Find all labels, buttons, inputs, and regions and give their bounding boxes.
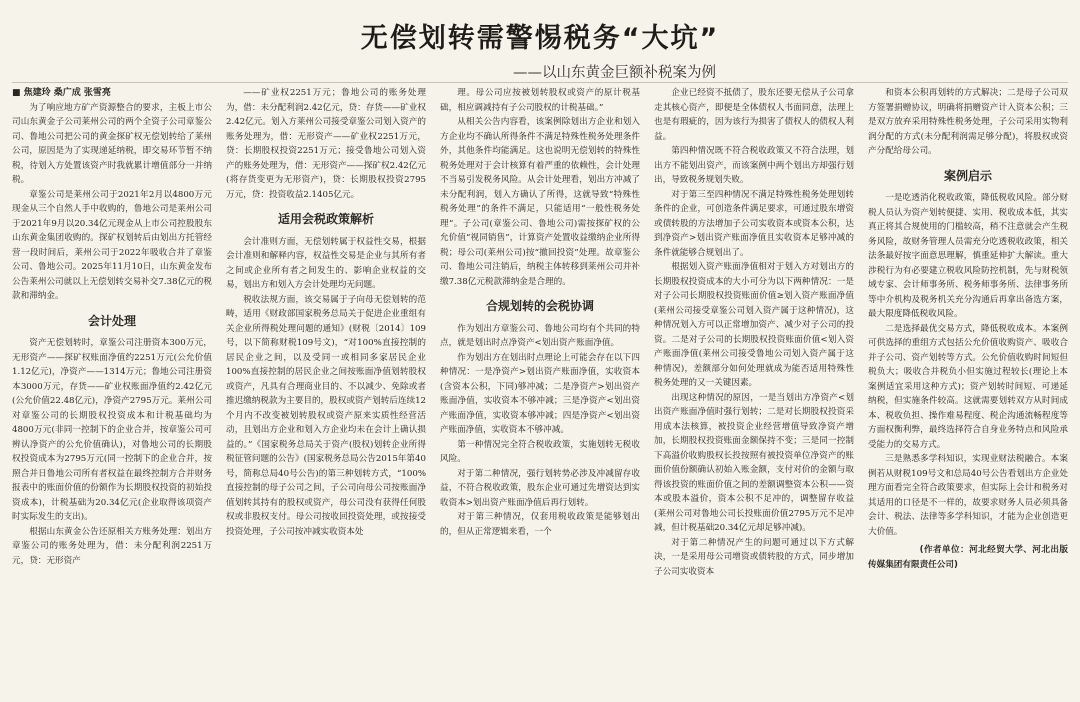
paragraph: 对于第三至四种情况不满足特殊性税务处理划转条件的企业，可创造条件满足要求，可通过股东增资或债转股的方法增加子公司实收资本或资本公积，达到净资产>划出资产账面净值且实收资本足够冲减的条件就能够合规划出了。	[654, 189, 854, 258]
paragraph: 根据山东黄金公告还原相关方账务处理：划出方章鉴公司的账务处理为，借：未分配利润2251万元，贷：无形资产	[12, 526, 212, 566]
paragraph: 企业已经资不抵债了，股东还要无偿从子公司拿走其核心资产，即便是全体债权人书面同意，法理上也是有瑕疵的，因为该行为损害了债权人的债权人利益。	[654, 88, 854, 142]
paragraph: 对于第二种情况产生的问题可通过以下方式解决，一是采用母公司增资或债转股的方式，同步增加子公司实收资本	[654, 537, 854, 577]
paragraph: 理。母公司应按被划转股权或资产的原计税基础，相应调减持有子公司股权的计税基础。”	[440, 88, 640, 113]
article-columns	[12, 86, 1068, 698]
column-2	[226, 86, 426, 698]
paragraph: ——矿业权2251万元；鲁地公司的账务处理为，借：未分配利润2.42亿元，贷：存货——矿业权2.42亿元。划入方莱州公司接受章鉴公司划入资产的账务处理为，借：无形资产——矿业权2251万元，贷：长期股权投资2251万元；接受鲁地公司划入资产的账务处理为，借：无形资产——探矿权2.42亿元(将存货变更为无形资产)，贷：长期股权投资2795万元，贷：投资收益2.1405亿元。	[226, 88, 426, 200]
paragraph: 从相关公告内容看，该案例除划出方企业和划入方企业均不确认所得条件不满足特殊性税务处理条件外，其他条件均能满足。这也说明无偿划转的特殊性税务处理对于会计核算有着严重的依赖性，会计处理不当易引发税务风险。从会计处理看，划出方冲减了未分配利润，划入方确认了所得，这就导致“特殊性税务处理”的条件不满足，只能适用“一般性税务处理”。子公司(章鉴公司、鲁地公司)需按探矿权的公允价值“视同销售”，计算资产处置收益缴纳企业所得税；母公司(莱州公司)按“撤回投资”处理。故章鉴公司、鲁地公司注销后，纳税主体转移到莱州公司并补缴7.38亿元税款滞纳金是合理的。	[440, 117, 640, 287]
section-heading-policy: 适用会税政策解析	[277, 212, 374, 226]
paragraph: 出现这种情况的原因，一是当划出方净资产<划出资产账面净值时强行划转；二是对长期股权投资采用成本法核算，被投资企业经营增值导致净资产增加，长期股权投资账面金额保持不变；三是同一控制下高溢价收购股权长投按照有被投资单位净资产的账面价值份额确认初始入账金额，支付对价的金额与取得该投资的账面价值之间的差额调整资本公积——资本或股本溢价，资本公积不足冲的，调整留存收益(莱州公司对鲁地公司长投账面价值2795万元不足冲减，但计税基础20.34亿元却足够冲减)。	[654, 392, 854, 533]
paragraph: 第四种情况既不符合税收政策又不符合法理，划出方不能划出资产，而该案例中两个划出方却强行划出，导致税务规划失败。	[654, 146, 854, 185]
paragraph: 第一种情况完全符合税收政策，实施划转无税收风险。	[440, 439, 640, 464]
subheadline: ——以山东黄金巨额补税案为例	[513, 65, 716, 81]
column-3	[440, 86, 640, 698]
byline: ■ 焦建玲 桑广成 张雪亮	[12, 88, 111, 98]
paragraph: 为了响应地方矿产资源整合的要求，主板上市公司山东黄金子公司莱州公司的两个全资子公司章鉴公司、鲁地公司把公司的黄金探矿权无偿划转给了莱州公司，原因是为了实现递延纳税，即交易环节暂不纳税，待划入方处置该资产时我就累计增值部分一并纳税。	[12, 102, 212, 185]
paragraph: 章鉴公司是莱州公司于2021年2月以4800万元现金从三个自然人手中收购的，鲁地公司是莱州公司于2021年9月以20.34亿元现金从上市公司控股股东山东黄金集团收购的。探矿权划转后由划出方托管经营一段时间后，莱州公司于2022年吸收合并了章鉴公司、鲁地公司。2025年11月10日，山东黄金发布公告莱州公司就以上无偿划转交易补交7.38亿元的税款和滞纳金。	[12, 189, 212, 301]
header-rule	[12, 82, 1068, 83]
paragraph: 和资本公积再划转的方式解决；二是母子公司双方签署捐赠协议，明确将捐赠资产计入资本公积；三是双方放弃采用特殊性税务处理，子公司采用实物利润分配的方式(未分配利润需足够分配)，将股权或资产分配给母公司。	[868, 88, 1068, 156]
paragraph: 会计准则方面，无偿划转属于权益性交易，根据会计准则和解释内容，权益性交易是企业与其所有者之间或企业所有者之间发生的、影响企业权益的交易，划出方和划入方会计处理均无问题。	[226, 236, 426, 290]
paragraph: 二是选择最优交易方式，降低税收成本。本案例可供选择的重组方式包括公允价值收购资产、吸收合并子公司、资产划转等方式。公允价值收购时间短但税负大；吸收合并税负小但实施过程较长(理论上本案例适宜采用这种方式)；资产划转时间短、可递延纳税，但实施条件较高。这就需要划转双方从时间成本、税收负担、操作难易程度、税企沟通流畅程度等方面权衡利弊，最终选择符合自身业务特点和风险承受能力的交易方式。	[868, 323, 1068, 450]
section-heading-insights: 案例启示	[943, 168, 992, 183]
section-heading-coordination: 合规划转的会税协调	[485, 299, 594, 313]
paragraph: 作为划出方在划出时点理论上可能会存在以下四种情况：一是净资产>划出资产账面净值，实收资本(含资本公积，下同)够冲减；二是净资产>划出资产账面净值，实收资本不够冲减；三是净资产<划出资产账面净值，实收资本够冲减；四是净资产<划出资产账面净值，实收资本不够冲减。	[440, 352, 640, 435]
column-4	[654, 86, 854, 698]
paragraph: 根据划入资产账面净值相对于划入方对划出方的长期股权投资成本的大小可分为以下两种情况：一是对子公司长期股权投资账面价值≥划入资产账面净值(莱州公司接受章鉴公司划入资产属于这种情况)，这种情况划入方可以正常增加资产、减少对子公司的投资。二是对子公司的长期股权投资账面价值<划入资产账面净值(莱州公司接受鲁地公司划入资产属于这种情况)，差额部分如何处理就成为能否适用特殊性税务处理的又一关键因素。	[654, 262, 854, 388]
column-5	[868, 86, 1068, 698]
paragraph: 一是吃透消化税收政策，降低税收风险。部分财税人员认为资产划转便捷、实用、税收成本低，其实真正将其合规使用的门槛较高，稍不注意就会产生税务风险，故财务管理人员需充分吃透税收政策，相关法条最好按字面意思理解，慎重延伸扩大解读。重大涉税行为有必要建立税收风险防控机制，先与财税领域专家、会计师事务所、税务师事务所、法律事务所等中介机构及税务机关充分沟通后再拿出备选方案，最大限度降低税收风险。	[868, 193, 1068, 319]
paragraph: 对于第二种情况，强行划转势必涉及冲减留存收益，不符合税收政策，股东企业可通过先增资达到实收资本>划出资产账面净值后再行划转。	[440, 468, 640, 508]
paragraph: 作为划出方章鉴公司、鲁地公司均有个共同的特点，就是划出时点净资产<划出资产账面净值。	[440, 323, 640, 348]
paragraph: 对于第三种情况，仅套用税收政策是能够划出的，但从正常逻辑来看，一个	[440, 512, 640, 537]
paragraph: 资产无偿划转时，章鉴公司注册资本300万元，无形资产——探矿权账面净值约2251万元(公允价值1.12亿元)，净资产——1314万元；鲁地公司注册资本3000万元，存货——矿业权账面净值约2.42亿元(公允价值22.48亿元)，净资产2795万元。莱州公司对章鉴公司的长期股权投资成本和计税基础均为4800万元(非同一控制下的企业合并，按章鉴公司可辨认净资产的公允价值确认)，对鲁地公司的长期股权投资成本为2795万元(同一控制下的企业合并，按照合并日鲁地公司所有者权益在最终控制方合并财务报表中的账面价值的份额作为长期股权投资的初始投资成本)，计税基础为20.34亿元(企业取得该项资产时实际发生的支出)。	[12, 338, 212, 522]
column-1	[12, 86, 212, 698]
author-affiliation: (作者单位：河北经贸大学、河北出版传媒集团有限责任公司)	[868, 545, 1068, 570]
section-heading-accounting: 会计处理	[87, 313, 136, 328]
paragraph: 税收法规方面，该交易属于子向母无偿划转的范畴，适用《财政部国家税务总局关于促进企业重组有关企业所得税处理问题的通知》(财税〔2014〕109号，以下简称财税109号文)，“对100%直接控制的居民企业之间，以及受同一或相同多家居民企业100%直接控制的居民企业之间按账面净值划转股权或资产，凡具有合理商业目的、不以减少、免除或者推迟缴纳税款为主要目的，股权或资产划转后连续12个月内不改变被划转股权或资产原来实质性经营活动，且划出方企业和划入方企业均未在会计上确认损益的。”《国家税务总局关于资产(股权)划转企业所得税征管问题的公告》(国家税务总局公告2015年第40号，简称总局40号公告)的第三种划转方式，“100%直接控制的母子公司之间，子公司向母公司按账面净值划转其持有的股权或资产，母公司没有获得任何股权或非股权支付。母公司按收回投资处理，或按接受投资处理，子公司按冲减实收资本处	[226, 294, 426, 537]
paragraph: 三是熟悉多学科知识，实现业财法税融合。本案例若从财税109号文和总局40号公告看划出方企业处理方面看完全符合政策要求，但实际上会计和税务对其适用的口径是不一样的，故要求财务人员必须具备会计、税法、法律等多学科知识，才能为企业创造更大价值。	[868, 454, 1068, 537]
headline: 无偿划转需警惕税务“大坑”	[360, 23, 720, 54]
